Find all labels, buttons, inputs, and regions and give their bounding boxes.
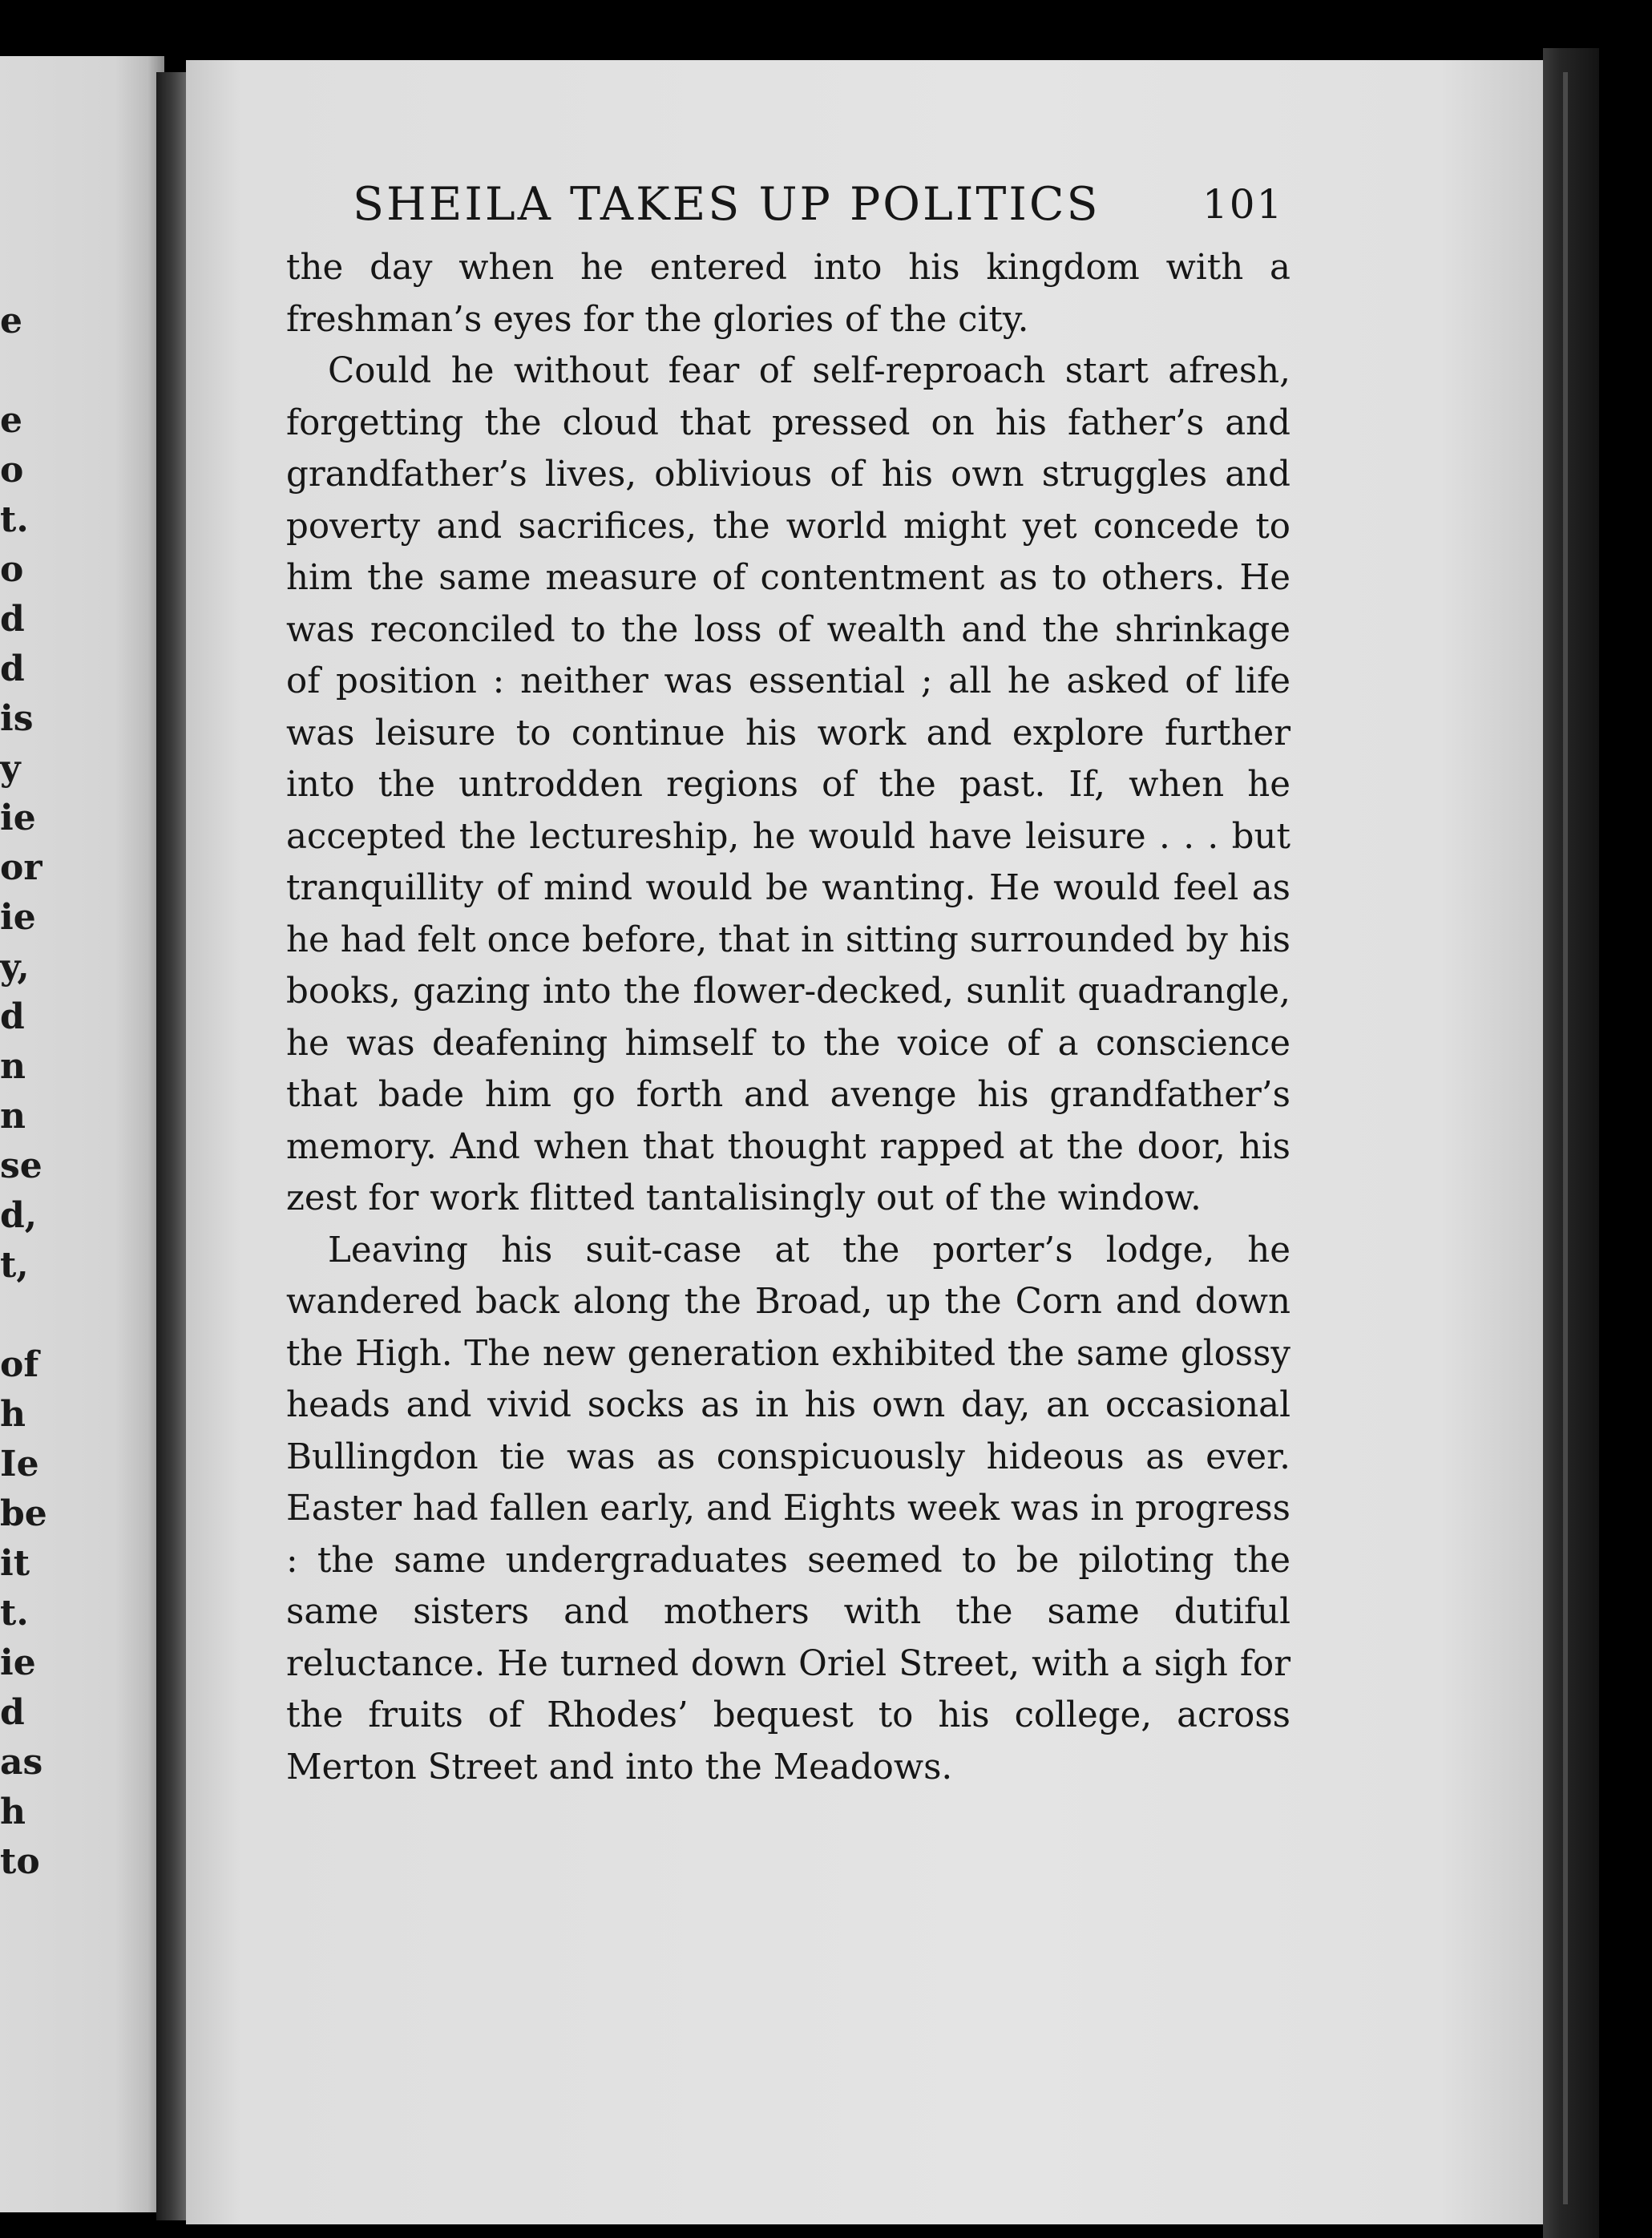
fragment-line: ie xyxy=(0,897,36,938)
fragment-line: d xyxy=(0,599,25,640)
fragment-line: o xyxy=(0,549,24,590)
fragment-line: or xyxy=(0,847,42,888)
paragraph: Could he without fear of self-reproach start afresh, forgetting the cloud that pressed on his father’s and grandfather’s lives, oblivious of his own struggles and poverty and sacrifices, the world might yet concede to him the same measure of contentment as to others. He was reconciled to the loss of wealth and the shrinkage of position : neither was essential ; all he asked of life was leisure to continue his work and explore further into the untrodden regions of the past. If, when he accepted the lectureship, he would have leisure . . . but tranquillity of mind would be wanting. He would feel as he had felt once before, that in sitting surrounded by his books, gazing into the flower-decked, sunlit quadrangle, he was deafening himself to the voice of a conscience that bade him go forth and avenge his grandfather’s memory. And when that thought rapped at the door, his zest for work flitted tantalisingly out of the window. xyxy=(286,351,1290,1218)
fragment-line: t. xyxy=(0,499,29,540)
page-edge-stack xyxy=(1543,48,1599,2238)
fragment-line: n xyxy=(0,1046,26,1087)
fragment-line: e xyxy=(0,301,22,341)
fragment-line: of xyxy=(0,1344,39,1385)
page-edge-shadow xyxy=(1563,72,1568,2204)
fragment-line: n xyxy=(0,1096,26,1137)
running-head xyxy=(353,178,1282,242)
paragraph: the day when he entered into his kingdom with a freshman’s eyes for the glories of the city. xyxy=(286,248,1290,340)
book-gutter xyxy=(156,72,190,2220)
fragment-line: Ie xyxy=(0,1444,39,1485)
fragment-line: e xyxy=(0,400,22,441)
fragment-line: t. xyxy=(0,1593,29,1634)
fragment-line: y, xyxy=(0,947,30,988)
fragment-line: d xyxy=(0,996,25,1037)
fragment-line: d xyxy=(0,1692,25,1733)
running-title: SHEILA TAKES UP POLITICS xyxy=(353,178,1101,231)
fragment-line: as xyxy=(0,1742,43,1783)
fragment-line: ie xyxy=(0,798,36,838)
facing-page xyxy=(0,56,164,2212)
fragment-line: d xyxy=(0,648,25,689)
fragment-line: d, xyxy=(0,1195,38,1236)
fragment-line: t, xyxy=(0,1245,29,1286)
fragment-line: be xyxy=(0,1493,47,1534)
fragment-line: o xyxy=(0,450,24,491)
fragment-line: it xyxy=(0,1543,30,1584)
fragment-line xyxy=(0,346,48,396)
paragraph: Leaving his suit-case at the porter’s lodge, he wandered back along the Broad, up the Corn and down the High. The new generation exhibited the same glossy heads and vivid socks as in his own day, an occasional Bullingdon tie was as conspicuously hideous as ever. Easter had fallen early, and Eights week was in progress : the same undergraduates seemed to be piloting the same sisters and mothers with the same dutiful reluctance. He turned down Oriel Street, with a sigh for the fruits of Rhodes’ bequest to his college, across Merton Street and into the Meadows. xyxy=(286,1230,1290,1788)
fragment-line xyxy=(0,1291,48,1340)
fragment-line: se xyxy=(0,1145,42,1186)
fragment-line: y xyxy=(0,748,21,789)
fragment-line: to xyxy=(0,1841,40,1882)
fragment-line: is xyxy=(0,698,34,739)
page-number: 101 xyxy=(1202,181,1284,228)
fragment-line: ie xyxy=(0,1642,36,1683)
fragment-line: h xyxy=(0,1394,26,1435)
body-text xyxy=(286,242,1290,1793)
fragment-line: h xyxy=(0,1792,26,1832)
facing-page-text-fragments xyxy=(0,297,48,1887)
